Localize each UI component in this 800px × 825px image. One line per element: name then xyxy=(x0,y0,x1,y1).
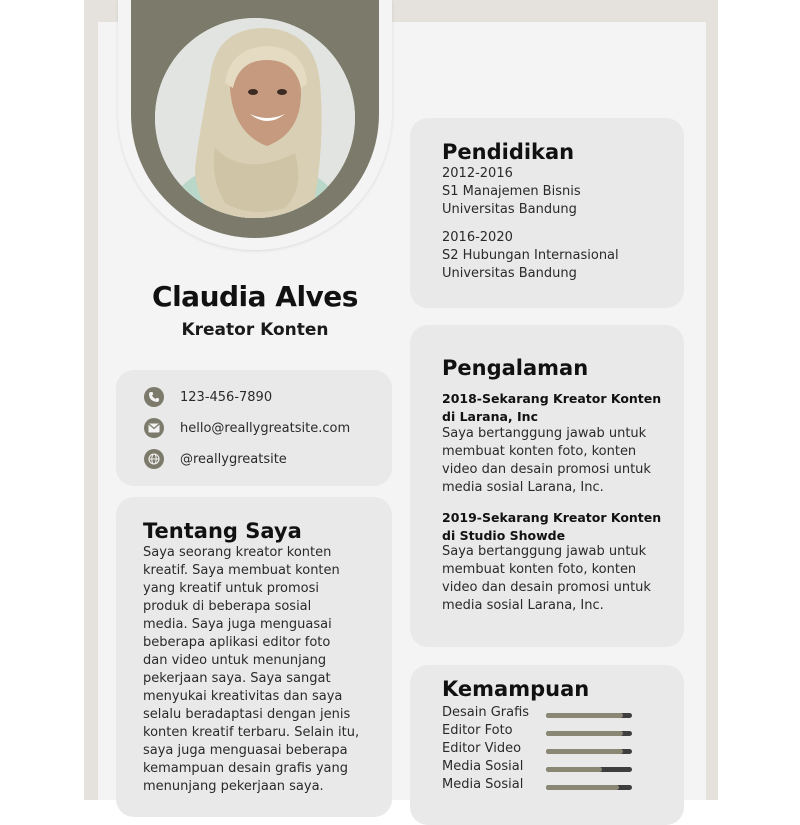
globe-icon xyxy=(144,449,164,469)
education-degree: S2 Hubungan Internasional xyxy=(442,248,619,263)
contact-card xyxy=(116,370,392,486)
skill-bar xyxy=(546,767,632,772)
about-line: pekerjaan saya. Saya sangat xyxy=(143,671,331,686)
skills-card xyxy=(410,665,684,825)
about-line: beberapa aplikasi editor foto xyxy=(143,635,331,650)
education-school: Universitas Bandung xyxy=(442,266,577,281)
person-name: Claudia Alves xyxy=(152,280,358,313)
about-heading: Tentang Saya xyxy=(143,519,302,543)
experience-desc: video dan desain promosi untuk xyxy=(442,462,651,477)
skill-bar xyxy=(546,749,632,754)
skill-row xyxy=(442,777,682,795)
about-line: media. Saya juga menguasai xyxy=(143,617,332,632)
person-role: Kreator Konten xyxy=(181,320,329,340)
contact-phone: 123-456-7890 xyxy=(180,389,273,405)
experience-title: 2019-Sekarang Kreator Konten xyxy=(442,510,662,525)
skill-label: Editor Foto xyxy=(442,723,513,738)
about-line: kemampuan desain grafis yang xyxy=(143,761,348,776)
skill-bar xyxy=(546,785,632,790)
skill-row xyxy=(442,759,682,777)
about-line: dan video untuk menunjang xyxy=(143,653,327,668)
education-school: Universitas Bandung xyxy=(442,202,577,217)
about-line: produk di beberapa sosial xyxy=(143,599,312,614)
skill-bar-fill xyxy=(546,731,623,736)
skill-bar-fill xyxy=(546,767,602,772)
experience-desc: membuat konten foto, konten xyxy=(442,562,637,577)
contact-email[interactable]: hello@reallygreatsite.com xyxy=(180,420,351,436)
contact-phone-row xyxy=(144,386,272,408)
about-line: menyukai kreativitas dan saya xyxy=(143,689,343,704)
experience-title: di Larana, Inc xyxy=(442,409,538,424)
about-line: kreatif. Saya membuat konten xyxy=(143,563,340,578)
experience-desc: Saya bertanggung jawab untuk xyxy=(442,544,647,559)
experience-heading: Pengalaman xyxy=(442,356,589,380)
skill-bar xyxy=(546,713,632,718)
skill-bar-fill xyxy=(546,713,623,718)
about-line: saya juga menguasai beberapa xyxy=(143,743,348,758)
skill-row xyxy=(442,705,682,723)
about-line: selalu beradaptasi dengan jenis xyxy=(143,707,351,722)
skill-row xyxy=(442,723,682,741)
contact-email-row xyxy=(144,417,350,439)
profile-photo xyxy=(155,18,355,218)
about-line: konten kreatif terbaru. Selain itu, xyxy=(143,725,360,740)
about-line: Saya seorang kreator konten xyxy=(143,545,332,560)
education-years: 2016-2020 xyxy=(442,230,513,245)
experience-desc: membuat konten foto, konten xyxy=(442,444,637,459)
about-line: yang kreatif untuk promosi xyxy=(143,581,319,596)
experience-desc: media sosial Larana, Inc. xyxy=(442,480,604,495)
about-line: menunjang pekerjaan saya. xyxy=(143,779,324,794)
experience-desc: Saya bertanggung jawab untuk xyxy=(442,426,647,441)
education-card xyxy=(410,118,684,308)
experience-card xyxy=(410,325,684,647)
education-years: 2012-2016 xyxy=(442,166,513,181)
experience-title: 2018-Sekarang Kreator Konten xyxy=(442,391,662,406)
phone-icon xyxy=(144,387,164,407)
skill-row xyxy=(442,741,682,759)
skills-heading: Kemampuan xyxy=(442,677,590,701)
contact-social-row xyxy=(144,448,287,470)
education-heading: Pendidikan xyxy=(442,140,575,164)
education-degree: S1 Manajemen Bisnis xyxy=(442,184,581,199)
mail-icon xyxy=(144,418,164,438)
skill-bar xyxy=(546,731,632,736)
experience-title: di Studio Showde xyxy=(442,528,566,543)
about-card xyxy=(116,497,392,817)
skill-label: Editor Video xyxy=(442,741,522,756)
experience-desc: video dan desain promosi untuk xyxy=(442,580,651,595)
contact-social[interactable]: @reallygreatsite xyxy=(180,451,287,467)
skill-bar-fill xyxy=(546,785,619,790)
experience-desc: media sosial Larana, Inc. xyxy=(442,598,604,613)
skill-bar-fill xyxy=(546,749,623,754)
skill-label: Media Sosial xyxy=(442,777,524,792)
skill-label: Media Sosial xyxy=(442,759,524,774)
skill-label: Desain Grafis xyxy=(442,705,530,720)
